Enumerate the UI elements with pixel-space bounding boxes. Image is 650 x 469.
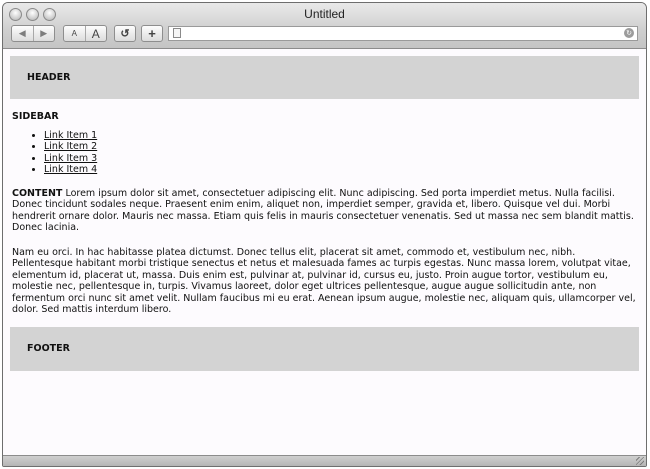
resize-grip-icon[interactable] — [636, 457, 644, 465]
title-bar[interactable] — [3, 3, 646, 49]
sidebar-link-4[interactable]: Link Item 4 — [44, 164, 98, 176]
reload-icon: ↺ — [120, 28, 130, 40]
sidebar-title: SIDEBAR — [12, 111, 59, 122]
sidebar-link-1[interactable]: Link Item 1 — [44, 130, 98, 141]
list-item — [44, 153, 97, 164]
footer-section: FOOTER — [10, 327, 639, 371]
toolbar — [11, 24, 638, 44]
add-bookmark-button[interactable] — [141, 25, 163, 42]
page-content — [3, 49, 646, 456]
back-arrow-icon[interactable]: ◀ — [18, 28, 26, 38]
page-icon — [173, 28, 181, 38]
back-forward-button-group — [11, 25, 55, 42]
sidebar-link-3[interactable]: Link Item 3 — [44, 152, 98, 164]
address-bar[interactable] — [168, 26, 638, 41]
window-title: Untitled — [304, 7, 345, 21]
forward-arrow-icon[interactable]: ▶ — [40, 28, 48, 38]
plus-icon: + — [148, 26, 156, 41]
reload-button[interactable] — [114, 25, 136, 42]
sidebar-link-list — [12, 130, 97, 176]
content-label: CONTENT — [12, 188, 63, 199]
list-item — [44, 141, 97, 152]
status-bar — [3, 455, 646, 466]
text-size-button-group — [63, 25, 107, 42]
text-smaller-button[interactable]: A — [71, 29, 77, 38]
list-item — [44, 164, 97, 175]
text-bigger-button[interactable]: A — [91, 26, 100, 41]
sidebar-link-2[interactable]: Link Item 2 — [44, 141, 98, 153]
list-item — [44, 130, 97, 141]
go-icon[interactable]: ↻ — [624, 28, 634, 38]
content-text-1: Lorem ipsum dolor sit amet, consectetuer adipiscing elit. Nunc adipiscing. Sed porta imperdiet metus. Nulla facilisi. Donec tincidunt sodales neque. Praesent enim enim, aliquet non, imperdiet semper, gravida et, libero. Quisque vel dui. Morbi hendrerit ornare dolor. Mauris nec massa. Etiam quis felis in mauris consectetuer venenatis. Sed ut massa nec sem blandit mattis. Donec lacinia. — [12, 188, 634, 234]
content-paragraph-1 — [12, 188, 638, 234]
browser-window — [2, 2, 647, 467]
content-paragraph-2: Nam eu orci. In hac habitasse platea dictumst. Donec tellus elit, placerat sit amet, commodo et, vestibulum nec, nibh. Pellentesque habitant morbi tristique senectus et netus et malesuada fames ac turpis egestas. Nunc massa lorem, volutpat vitae, elementum id, placerat ut, massa. Duis enim est, pulvinar at, pulvinar id, cursus eu, justo. Proin augue tortor, vestibulum eu, molestie nec, pellentesque in, turpis. Vivamus laoreet, dolor eget ultrices pellentesque, augue augue sollicitudin ante, non fermentum orci nunc sit amet velit. Nullam faucibus mi eu erat. Aenean ipsum augue, molestie nec, aliquam quis, ullamcorper vel, dolor. Sed mattis interdum libero. — [12, 247, 636, 316]
header-section: HEADER — [10, 56, 639, 99]
